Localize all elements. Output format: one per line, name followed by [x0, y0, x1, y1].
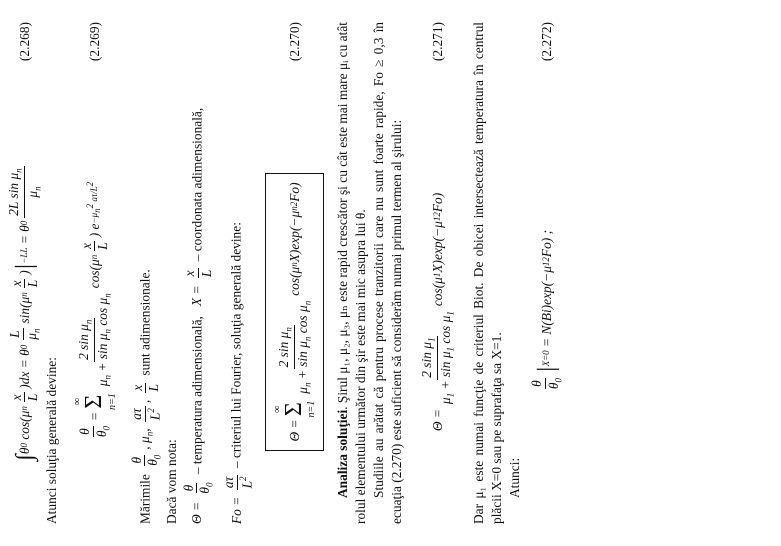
equation-2-269: θ $\theta_0$ = ∞ Σ n=1 2 $\sin \mu_n$ $\mu_n + \sin \mu_n$ $\cos \mu_n$ cos(μ n x L ) e $-\mu_n^2$ $a\tau/L^2$ (2.269) [71, 22, 118, 438]
we-note-text: Dacă vom nota: [164, 439, 180, 524]
equation-2-271: Θ = 2 $\sin \mu_1$ $\mu_1 + \sin \mu_1$ $\cos \mu_1$ cos(μ 1 X)exp(−μ 1 2 Fo) (2.271) [419, 22, 456, 432]
then-text: Atunci: [506, 457, 522, 498]
equation-number: (2.268) [16, 22, 32, 62]
theta-definition: Θ = θ $\theta_0$ – temperatura adimensională, X = x L – coordonata adimensională, [180, 107, 215, 524]
equation-2-270 [265, 22, 325, 524]
dimensionless-text: Mărimile θ $\theta_0$ , $\mu_n$, aτ $L^2$ , x L sunt adimensionale. [128, 269, 163, 524]
equation-2-272: θ $\theta_0$ | X=0 = N(Bi)exp(−μ 1 2 Fo) ; (2.272) [529, 22, 564, 390]
studies-paragraph: Studiile au arătat că pentru procese tranzitorii care nu sunt foarte rapide, Fo ≥ 0,3 în ecuaţia (2.270) este suficient să considerăm numai primul termen al şirului: [370, 22, 404, 524]
fourier-definition: Fo = aτ $L^2$ – criteriul lui Fourier, soluţia generală devine: [221, 222, 255, 524]
equation-number: (2.272) [538, 22, 554, 62]
analysis-paragraph: Analiza soluţiei. Şirul μ₁, μ₂, μ₃, μₙ este rapid crescător şi cu cât este mai mare μᵢ cu atât rolul elementului următor din şir este mai mic asupra lui θ. [335, 22, 369, 524]
general-solution-text: Atunci soluţia generală devine: [44, 357, 60, 524]
equation-number: (2.270) [286, 22, 302, 62]
boxed-equation: Θ = ∞ Σ n=1 2 $\sin \mu_n$ $\mu_n + \sin \mu_n$ $\cos \mu_n$ cos(μ n X)exp(−μ n 2 Fo) [265, 173, 325, 450]
equation-number: (2.269) [86, 22, 102, 62]
equation-number: (2.271) [429, 22, 445, 62]
biot-paragraph: Dar μ₁ este numai funcţie de criteriul Biot. De obicei intersectează temperatura în centrul plăcii X=0 sau pe suprafaţa sa X=1. [471, 22, 504, 524]
equation-2-268: ∫ θ 0 cos(μ n x L ) dx = θ 0 L $\mu_n$ sin(μ n x L ) | −L L = θ 0 2L $\sin \mu_n$ $\mu_n$ (2.268) [6, 22, 43, 461]
